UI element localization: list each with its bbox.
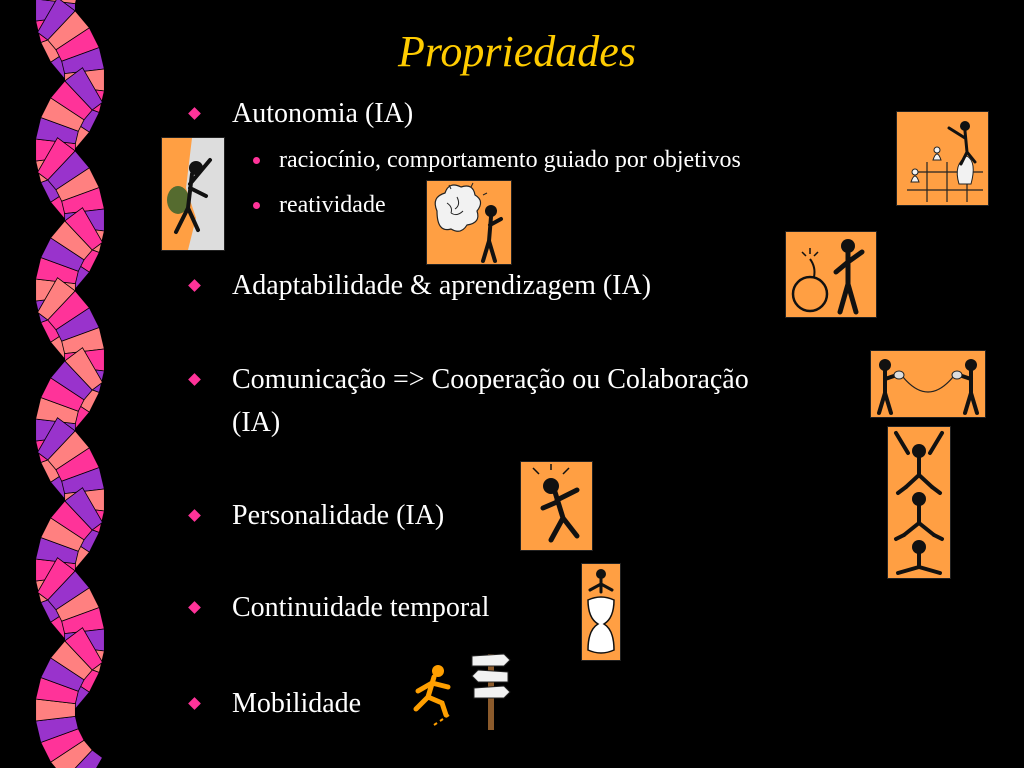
bullet-label: Continuidade temporal xyxy=(232,592,490,623)
thinking-person-icon xyxy=(426,180,512,265)
page-title: Propriedades xyxy=(398,27,636,76)
telephone-talk-icon xyxy=(870,350,986,418)
bullet-label: Comunicação => Cooperação ou Colaboração xyxy=(232,364,749,395)
sub-bullet-marker xyxy=(253,157,260,164)
bullet-marker xyxy=(188,601,201,614)
bullet-marker xyxy=(188,107,201,120)
bullet-label: Personalidade (IA) xyxy=(232,500,445,531)
hourglass-person-icon xyxy=(581,563,621,661)
stacked-people-icon xyxy=(887,426,951,579)
running-person-icon xyxy=(408,663,458,729)
signpost-icon xyxy=(468,648,514,730)
sub-bullet-label: reatividade xyxy=(279,192,386,218)
bullet-label-continuation: (IA) xyxy=(232,407,281,438)
bullet-marker xyxy=(188,373,201,386)
bullet-label: Autonomia (IA) xyxy=(232,98,414,129)
chess-pieces-icon xyxy=(896,111,989,206)
bullet-marker xyxy=(188,509,201,522)
fan-border-decoration xyxy=(0,0,140,768)
climber-icon xyxy=(161,137,225,251)
bullet-label: Mobilidade xyxy=(232,688,362,719)
bullet-marker xyxy=(188,697,201,710)
bullet-marker xyxy=(188,279,201,292)
sub-bullet-label: raciocínio, comportamento guiado por objetivos xyxy=(279,147,741,173)
bullet-label: Adaptabilidade & aprendizagem (IA) xyxy=(232,270,652,301)
bomb-person-icon xyxy=(785,231,877,318)
sub-bullet-marker xyxy=(253,202,260,209)
stretching-person-icon xyxy=(520,461,593,551)
